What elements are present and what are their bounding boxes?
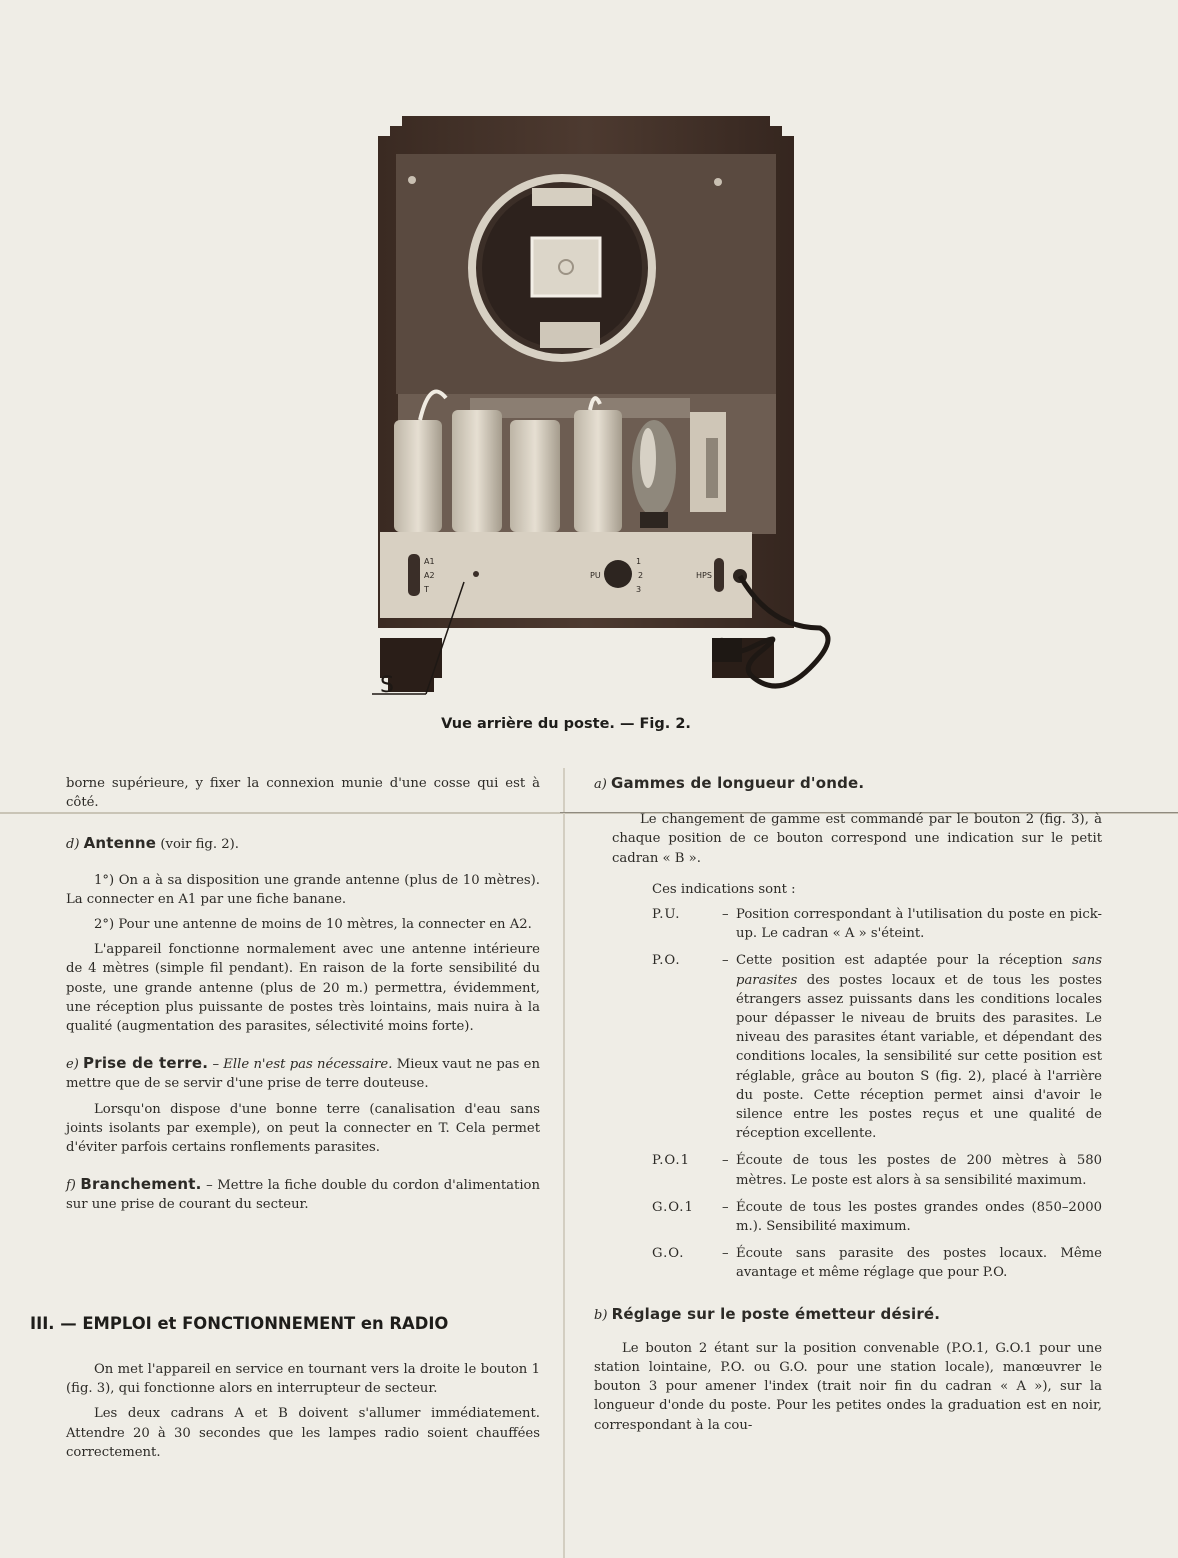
gamme-key-po: P.O.	[652, 953, 681, 969]
antenne-label: d)	[66, 837, 80, 853]
label-t: T	[424, 585, 429, 594]
gamme-text-po-b: des postes locaux et de tous les postes étrangers assez puissants dans les conditions locales pour dépasser le niveau de bruits des parasites. Le niveau des parasites étant variable, et dépendant des conditions locales, la sensibilité sur cette position est réglable, grâce au bouton S (fig. 2), placé à l'arrière du poste. Cette réception permet ainsi d'avoir le silence entre les postes reçus et une qualité de réception excellente.	[736, 972, 1103, 1142]
figure-caption: Vue arrière du poste. — Fig. 2.	[441, 716, 691, 732]
gamme-text-po1: Écoute de tous les postes de 200 mètres à 580 mètres. Le poste est alors à sa sensibilité maximum.	[736, 1153, 1102, 1188]
emploi-block	[66, 1360, 540, 1468]
terre-italic: – Elle n'est pas nécessaire.	[212, 1057, 393, 1073]
label-pos3: 3	[636, 585, 642, 594]
terre-paragraph-1	[66, 1054, 540, 1093]
terre-label: e)	[66, 1057, 79, 1073]
reglage-heading	[594, 1305, 1102, 1325]
emploi-paragraph-1: On met l'appareil en service en tournant vers la droite le bouton 1 (fig. 3), qui fonctionne alors en interrupteur de secteur.	[66, 1362, 540, 1397]
gamme-key-pu: P.U.	[652, 907, 681, 923]
gamme-key-go: G.O.	[652, 1246, 685, 1262]
antenne-ref: (voir fig. 2).	[160, 837, 239, 853]
section-title-emploi: III. — EMPLOI et FONCTIONNEMENT en RADIO	[30, 1314, 449, 1333]
intro-paragraph: borne supérieure, y fixer la connexion munie d'une cosse qui est à côté.	[66, 776, 540, 811]
label-pos2: 2	[638, 571, 644, 580]
branchement-title: Branchement.	[80, 1175, 202, 1194]
branchement-label: f)	[66, 1178, 76, 1194]
gamme-text-go1: Écoute de tous les postes grandes ondes (850–2000 m.). Sensibilité maximum.	[736, 1199, 1102, 1235]
gammes-heading	[594, 774, 1102, 794]
label-s: S	[380, 673, 394, 698]
gamme-item-go1: G.O.1 – Écoute de tous les postes grandes ondes (850–2000 m.). Sensibilité maximum.	[594, 1198, 1102, 1236]
gammes-label: a)	[594, 777, 607, 792]
gammes-title: Gammes de longueur d'onde.	[611, 774, 865, 792]
terre-title: Prise de terre.	[83, 1054, 209, 1073]
reglage-label: b)	[594, 1307, 608, 1323]
gamme-text-go: Écoute sans parasite des postes locaux. Même avantage et même réglage que pour P.O.	[736, 1246, 1102, 1281]
antenne-title: Antenne	[83, 834, 157, 853]
label-hps: HPS	[696, 571, 712, 580]
radio-rear-photo	[350, 108, 840, 708]
gamme-item-po1: P.O.1 – Écoute de tous les postes de 200 mètres à 580 mètres. Le poste est alors à sa sensibilité maximum.	[594, 1151, 1102, 1189]
paper-fold-vertical	[563, 768, 565, 1558]
label-pu: PU	[590, 571, 601, 580]
branchement-rest: – Mettre la fiche double du cordon d'alimentation sur une prise de courant du secteur.	[66, 1178, 540, 1213]
terre-paragraph-2: Lorsqu'on dispose d'une bonne terre (canalisation d'eau sans joints isolants par exemple), on peut la connecter en T. Cela permet d'éviter parfois certains ronflements parasites.	[66, 1101, 540, 1156]
gamme-item-go: G.O. – Écoute sans parasite des postes locaux. Même avantage et même réglage que pour P.O.	[594, 1244, 1102, 1282]
gamme-item-pu: P.U. – Position correspondant à l'utilisation du poste en pick-up. Le cadran « A » s'éteint.	[594, 905, 1102, 943]
left-column	[66, 774, 540, 1221]
gamme-key-go1: G.O.1	[652, 1199, 694, 1215]
terre-rest: Mieux vaut ne pas en mettre que de se servir d'une prise de terre douteuse.	[66, 1057, 540, 1092]
reglage-title: Réglage sur le poste émetteur désiré.	[611, 1304, 941, 1323]
gammes-paragraph: Le changement de gamme est commandé par le bouton 2 (fig. 3), à chaque position de ce bouton correspond une indication sur le petit cadran « B ».	[612, 812, 1102, 866]
branchement-paragraph	[66, 1175, 540, 1214]
gammes-list-intro: Ces indications sont :	[652, 881, 796, 897]
gamme-text-pu: Position correspondant à l'utilisation du poste en pick-up. Le cadran « A » s'éteint.	[736, 907, 1102, 942]
label-pos1: 1	[636, 557, 642, 566]
gamme-item-po: P.O. – Cette position est adaptée pour la réception sans parasites des postes locaux et de tous les postes étrangers assez puissants dans les conditions locales pour dépasser le niveau de bruits des parasites. Le niveau des parasites étant variable, et dépendant des conditions locales, la sensibilité sur cette position est réglable, grâce au bouton S (fig. 2), placé à l'arrière du poste. Cette réception permet ainsi d'avoir le silence entre les postes reçus et une qualité de réception excellente.	[594, 951, 1102, 1143]
antenne-paragraph-3: L'appareil fonctionne normalement avec une antenne intérieure de 4 mètres (simple fil pendant). En raison de la forte sensibilité du poste, une grande antenne (plus de 20 m.) permettra, évidemment, une réception plus puissante de postes très lointains, mais nuira à la qualité (augmentation des parasites, sélectivité moins forte).	[66, 942, 540, 1035]
label-a1: A1	[424, 557, 435, 566]
gamme-text-po-a: Cette position est adaptée pour la réception	[736, 953, 1063, 969]
right-column	[594, 774, 1102, 1441]
gamme-text-po-italic: sans parasites	[736, 953, 1102, 988]
emploi-paragraph-2: Les deux cadrans A et B doivent s'allumer immédiatement. Attendre 20 à 30 secondes que les lampes radio soient chauffées correctement.	[66, 1406, 540, 1460]
label-a2: A2	[424, 571, 435, 580]
antenne-heading	[66, 834, 540, 854]
gamme-key-po1: P.O.1	[652, 1153, 691, 1169]
antenne-paragraph-2: 2°) Pour une antenne de moins de 10 mètres, la connecter en A2.	[94, 917, 532, 933]
antenne-paragraph-1: 1°) On a à sa disposition une grande antenne (plus de 10 mètres). La connecter en A1 par une fiche banane.	[66, 872, 540, 907]
reglage-paragraph: Le bouton 2 étant sur la position convenable (P.O.1, G.O.1 pour une station lointaine, P.O. ou G.O. pour une station locale), manœuvrer le bouton 3 pour amener l'index (trait noir fin du cadran « A »), sur la longueur d'onde du poste. Pour les petites ondes la graduation est en noir, correspondant à la cou-	[594, 1340, 1102, 1433]
gamme-text-po	[736, 951, 1102, 1143]
